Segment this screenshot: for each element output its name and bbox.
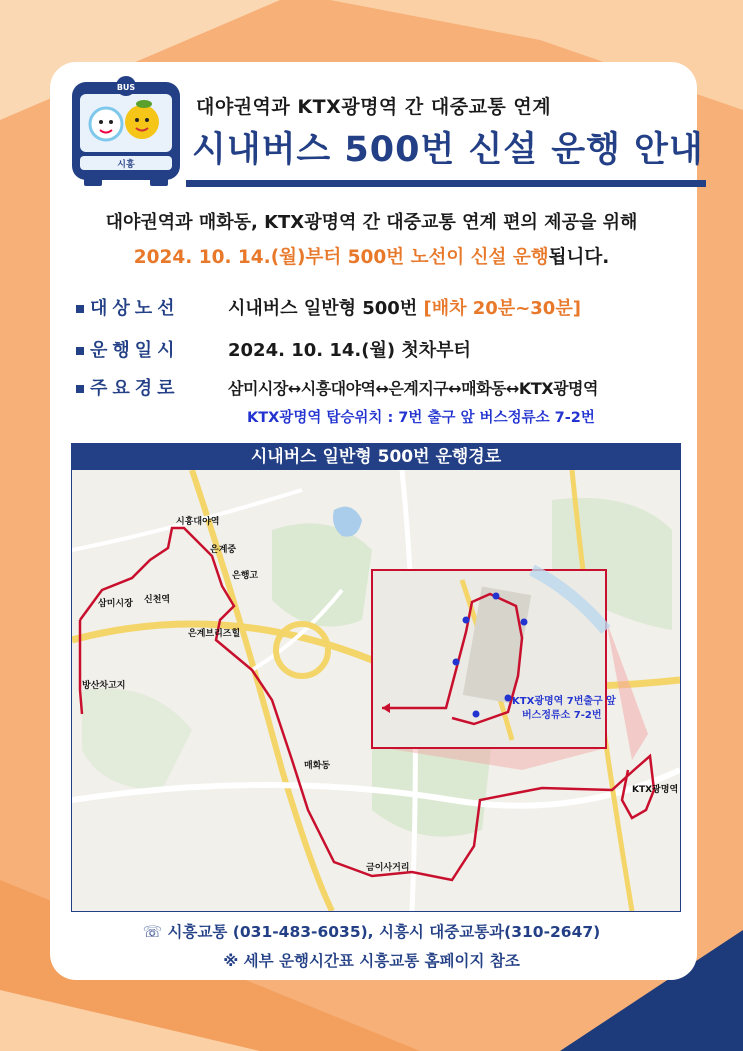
info-row-target [76,294,581,320]
label-ktx: KTX광명역 [632,785,679,795]
svg-text:시흥: 시흥 [117,160,135,170]
boarding-location: KTX광명역 탑승위치 : 7번 출구 앞 버스정류소 7-2번 [247,410,595,426]
info-value-target [228,294,581,320]
header-underline [186,180,706,187]
label-eunhaeng-high: 은행고 [232,571,259,581]
label-bangsan: 방산차고지 [82,681,126,691]
svg-text:BUS: BUS [116,83,136,92]
intro-line-1: 대야권역과 매화동, KTX광명역 간 대중교통 연계 편의 제공을 위해 [105,212,638,233]
route-map [71,443,681,912]
contact-info: ☏ 시흥교통 (031-483-6035), 시흥시 대중교통과(310-2647) [142,923,601,941]
label-eungye-bridge: 은계브리즈힐 [188,629,241,639]
label-sincheon: 신천역 [144,595,171,605]
info-row-route [76,374,598,400]
label-eungye-middle: 은계중 [210,545,237,555]
info-label-target: 대상노선 [90,298,180,319]
inset-label-2: 버스정류소 7-2번 [522,710,602,721]
intro-line-2 [0,243,743,269]
headway-text: [배차 20분~30분] [423,298,581,319]
info-value-route: 삼미시장↔시흥대야역↔은계지구↔매화동↔KTX광명역 [228,379,598,398]
map-title: 시내버스 일반형 500번 운행경로 [72,444,680,470]
header-subtitle: 대야권역과 KTX광명역 간 대중교통 연계 [196,96,552,118]
intro-highlight: 2024. 10. 14.(월)부터 500번 노선이 신설 운행 [133,247,549,268]
inset-label-1: KTX광명역 7번출구 앞 [512,696,616,707]
info-label-route: 주요경로 [90,378,180,399]
page-title: 시내버스 500번 신설 운행 안내 [192,130,704,170]
bus-mascot-logo [66,70,186,190]
target-route-text: 시내버스 일반형 500번 [228,298,424,319]
label-maehwa: 매화동 [304,761,331,771]
info-label-date: 운행일시 [90,340,180,361]
intro-rest: 됩니다. [548,247,610,268]
label-geumi: 금이사거리 [366,863,410,873]
label-siheung-daeya: 시흥대야역 [176,517,220,527]
info-value-date: 2024. 10. 14.(월) 첫차부터 [228,340,471,361]
bullet-square-icon [76,305,84,313]
bullet-square-icon [76,385,84,393]
info-row-date [76,336,471,362]
label-sammi-market: 삼미시장 [98,599,133,609]
footer-note: ※ 세부 운행시간표 시흥교통 홈페이지 참조 [223,952,520,970]
bullet-square-icon [76,347,84,355]
route-map-drawing [72,470,680,911]
